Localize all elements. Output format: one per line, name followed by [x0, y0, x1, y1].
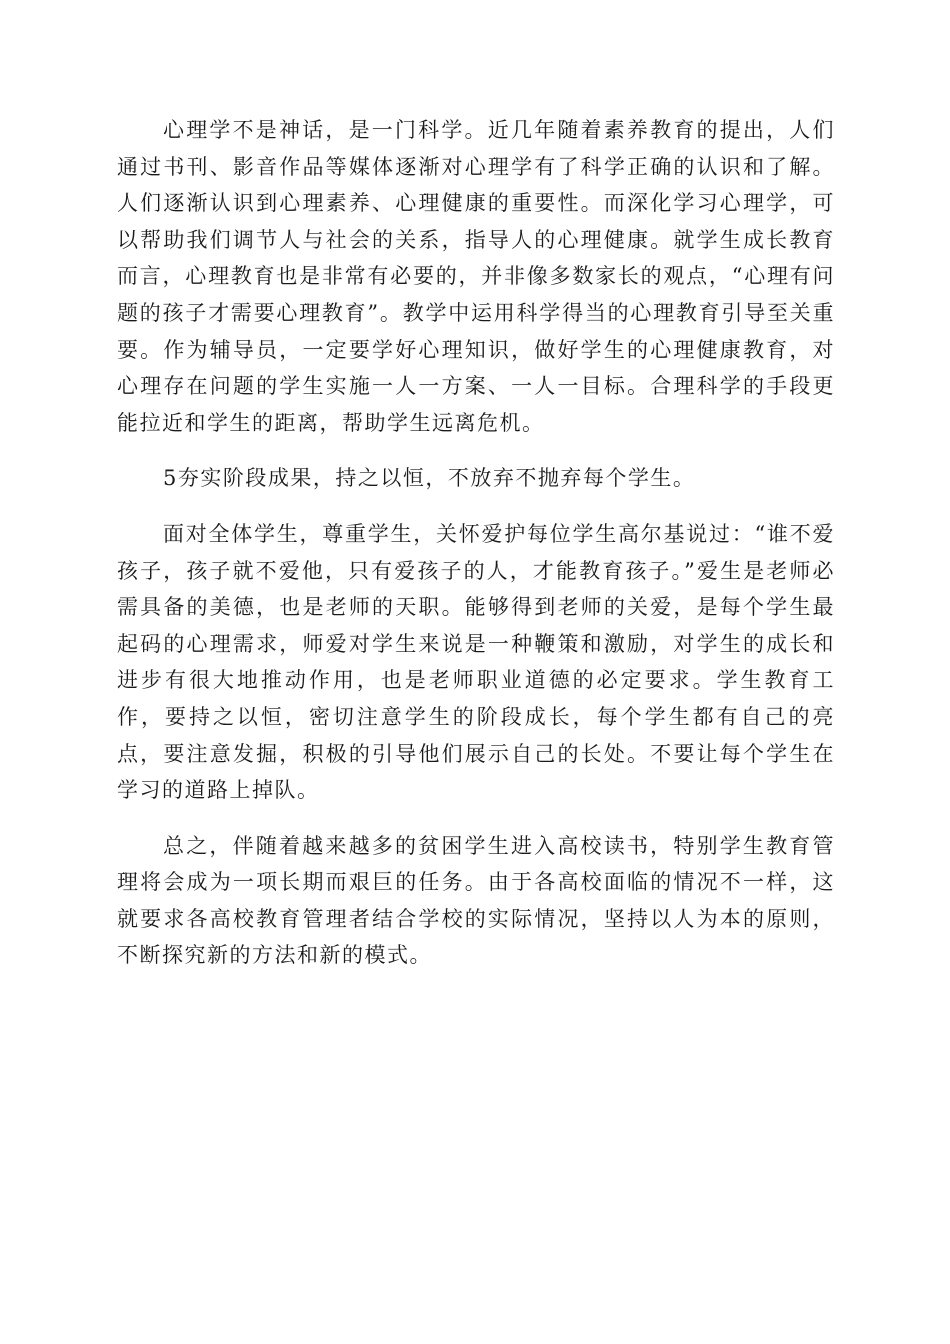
- paragraph-section-heading-5: 5夯实阶段成果，持之以恒，不放弃不抛弃每个学生。: [163, 466, 696, 491]
- paragraph-caring-for-students: 面对全体学生，尊重学生，关怀爱护每位学生高尔基说过：“谁不爱孩子，孩子就不爱他，只有爱孩子的人，才能教育孩子。”爱生是老师必需具备的美德，也是老师的天职。能够得到老师的关爱，是每个学生最起码的心理需求，师爱对学生来说是一种鞭策和激励，对学生的成长和进步有很大地推动作用，也是老师职业道德的必定要求。学生教育工作，要持之以恒，密切注意学生的阶段成长，每个学生都有自己的亮点，要注意发掘，积极的引导他们展示自己的长处。不要让每个学生在学习的道路上掉队。: [117, 521, 835, 803]
- paragraph-psychology-education: 心理学不是神话，是一门科学。近几年随着素养教育的提出，人们通过书刊、影音作品等媒体逐渐对心理学有了科学正确的认识和了解。人们逐渐认识到心理素养、心理健康的重要性。而深化学习心理学，可以帮助我们调节人与社会的关系，指导人的心理健康。就学生成长教育而言，心理教育也是非常有必要的，并非像多数家长的观点，“心理有问题的孩子才需要心理教育”。教学中运用科学得当的心理教育引导至关重要。作为辅导员，一定要学好心理知识，做好学生的心理健康教育，对心理存在问题的学生实施一人一方案、一人一目标。合理科学的手段更能拉近和学生的距离，帮助学生远离危机。: [117, 118, 835, 435]
- document-body: [117, 112, 835, 974]
- paragraph-conclusion: 总之，伴随着越来越多的贫困学生进入高校读书，特别学生教育管理将会成为一项长期而艰巨的任务。由于各高校面临的情况不一样，这就要求各高校教育管理者结合学校的实际情况，坚持以人为本的原则，不断探究新的方法和新的模式。: [117, 833, 835, 968]
